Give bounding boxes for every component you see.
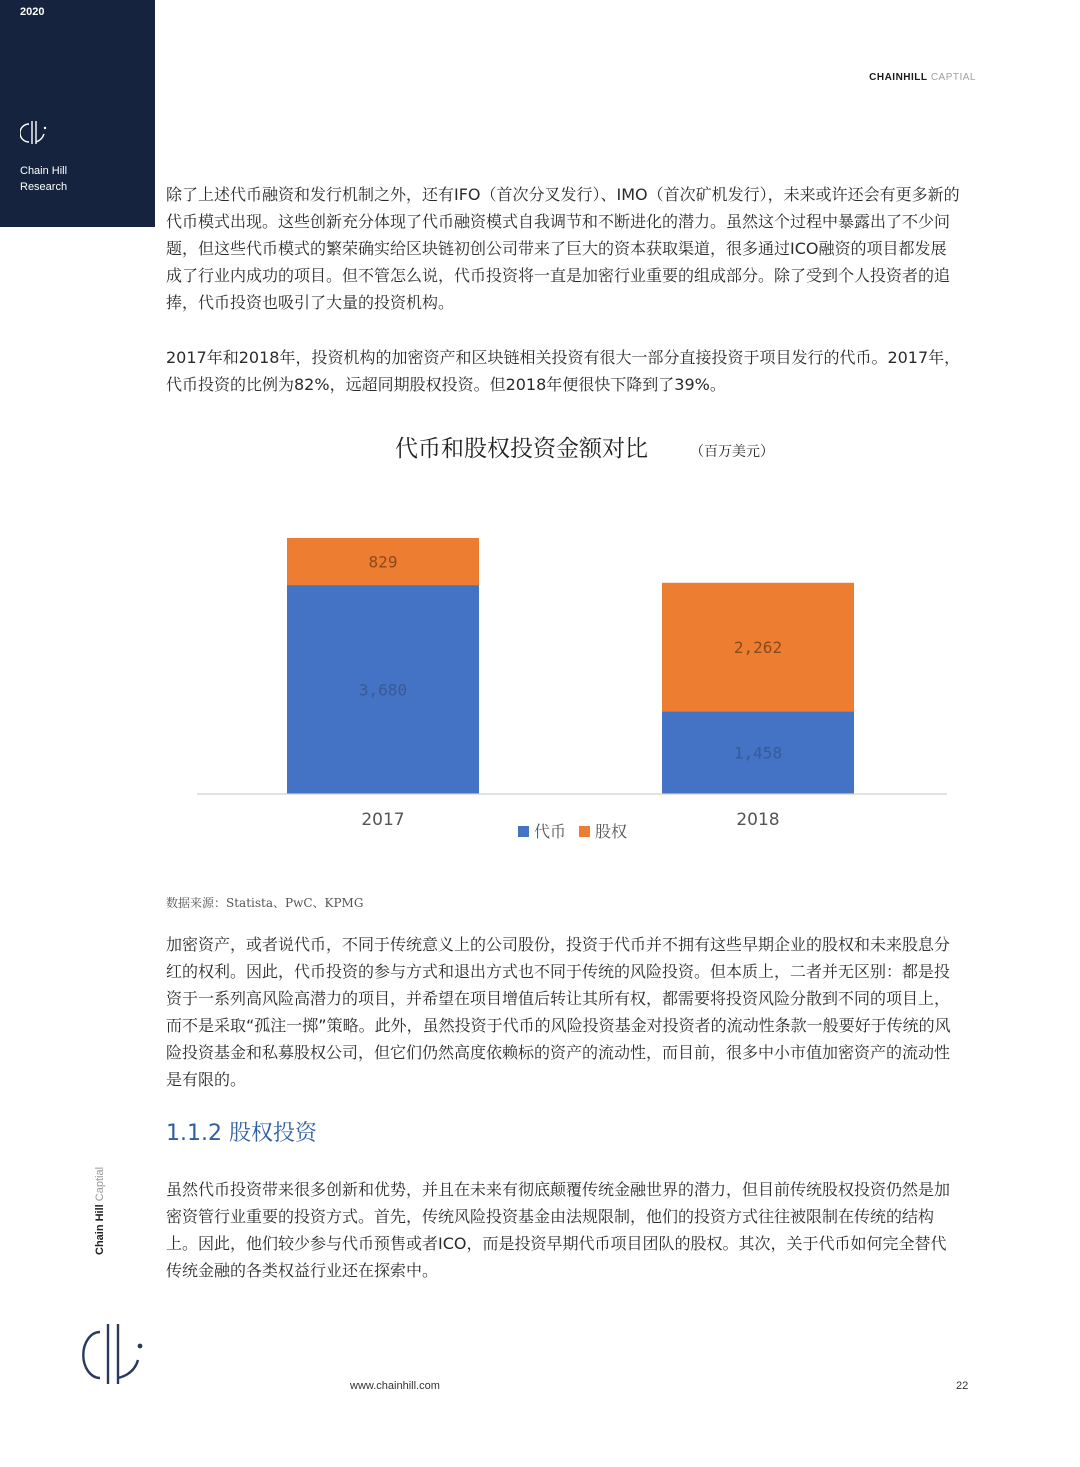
vertical-brand bbox=[94, 1167, 106, 1255]
paragraph-3: 加密资产，或者说代币，不同于传统意义上的公司股份，投资于代币并不拥有这些早期企业的股权和未来股息分红的权利。因此，代币投资的参与方式和退出方式也不同于传统的风险投资。但本质上，二者并无区别：都是投资于一系列高风险高潜力的项目，并希望在项目增值后转让其所有权，都需要将投资风险分散到不同的项目上，而不是采取“孤注一掷”策略。此外，虽然投资于代币的风险投资基金对投资者的流动性条款一般要好于传统的风险投资基金和私募股权公司，但它们仍然高度依赖标的资产的流动性，而目前，很多中小市值加密资产的流动性是有限的。 bbox=[166, 935, 951, 1089]
chart-title: 代币和股权投资金额对比 bbox=[395, 436, 648, 462]
chart-subtitle: （百万美元） bbox=[690, 444, 774, 460]
sidebar-brand-text bbox=[20, 163, 67, 195]
header-brand-bold: CHAINHILL bbox=[869, 72, 928, 83]
vertical-brand-bold: Chain Hill bbox=[94, 1204, 106, 1255]
x-tick-label: 2017 bbox=[361, 810, 405, 830]
brand-line-2: Research bbox=[20, 181, 68, 193]
chart-bars bbox=[287, 538, 854, 794]
legend-swatch bbox=[579, 826, 590, 837]
paragraph-2: 2017年和2018年，投资机构的加密资产和区块链相关投资有很大一部分直接投资于项目发行的代币。2017年，代币投资的比例为82%，远超同期股权投资。但2018年便很快下降到了39%。 bbox=[166, 348, 961, 394]
paragraph-1: 除了上述代币融资和发行机制之外，还有IFO（首次分叉发行）、IMO（首次矿机发行），未来或许还会有更多新的代币模式出现。这些创新充分体现了代币融资模式自我调节和不断进化的潜力。虽然这个过程中暴露出了不少问题，但这些代币模式的繁荣确实给区块链初创公司带来了巨大的资本获取渠道，很多通过ICO融资的项目都发展成了行业内成功的项目。但不管怎么说，代币投资将一直是加密行业重要的组成部分。除了受到个人投资者的追捧，代币投资也吸引了大量的投资机构。 bbox=[166, 185, 960, 312]
data-label: 1,458 bbox=[733, 743, 783, 763]
data-label: 3,680 bbox=[358, 680, 408, 700]
footer-url[interactable]: www.chainhill.com bbox=[350, 1380, 440, 1392]
header-brand bbox=[869, 72, 976, 83]
chainhill-logo-icon bbox=[20, 118, 50, 152]
header-brand-light: CAPTIAL bbox=[930, 72, 976, 83]
data-source: 数据来源：Statista、PwC、KPMG bbox=[166, 896, 364, 910]
vertical-brand-light: Captial bbox=[94, 1166, 106, 1202]
brand-line-1: Chain Hill bbox=[20, 165, 68, 177]
x-axis-ticks bbox=[361, 810, 779, 830]
paragraph-4: 虽然代币投资带来很多创新和优势，并且在未来有彻底颠覆传统金融世界的潜力，但目前传统股权投资仍然是加密资管行业重要的投资方式。首先，传统风险投资基金由法规限制，他们的投资方式往往被限制在传统的结构上。因此，他们较少参与代币预售或者ICO，而是投资早期代币项目团队的股权。其次，关于代币如何完全替代传统金融的各类权益行业还在探索中。 bbox=[166, 1180, 951, 1280]
page-number: 22 bbox=[956, 1380, 969, 1392]
stacked-bar-chart bbox=[185, 420, 955, 850]
data-label: 2,262 bbox=[733, 638, 783, 658]
x-tick-label: 2018 bbox=[736, 810, 780, 830]
chart-svg bbox=[185, 420, 955, 850]
year-label: 2020 bbox=[20, 6, 45, 18]
sidebar-brand-box bbox=[0, 0, 155, 227]
data-label: 829 bbox=[368, 552, 398, 572]
footer-logo-icon bbox=[82, 1320, 146, 1392]
legend-swatch bbox=[518, 826, 529, 837]
legend-label: 股权 bbox=[595, 822, 628, 841]
legend-label: 代币 bbox=[534, 822, 567, 841]
section-title: 1.1.2 股权投资 bbox=[166, 1121, 317, 1146]
chart-legend bbox=[518, 822, 627, 841]
